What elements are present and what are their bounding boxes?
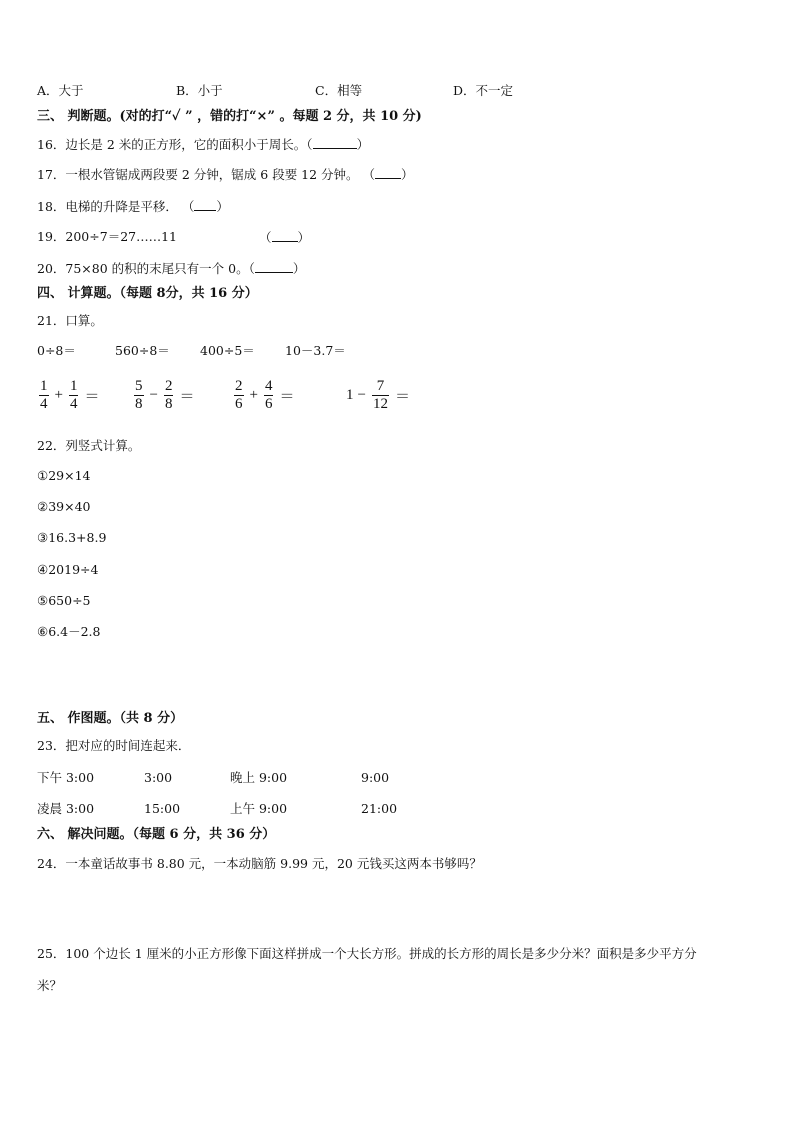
fraction: $\frac{4}{6}$ bbox=[264, 378, 273, 412]
paren-close: ） bbox=[216, 199, 229, 214]
answer-blank-17[interactable] bbox=[375, 166, 401, 179]
fraction-expr-4 bbox=[346, 378, 414, 413]
answer-blank-20[interactable] bbox=[255, 260, 293, 273]
question-25-line1: 25．100 个边长 1 厘米的小正方形像下面这样拼成一个大长方形。拼成的长方形的周长是多少分米？面积是多少平方分 bbox=[37, 946, 697, 961]
paren-close: ） bbox=[292, 261, 306, 276]
time-row2-item4[interactable]: 21:00 bbox=[361, 801, 398, 816]
equals: ＝ bbox=[84, 389, 100, 405]
choice-a: A．大于 bbox=[37, 83, 84, 98]
fraction-expr-2 bbox=[132, 378, 198, 413]
answer-blank-16[interactable] bbox=[313, 136, 357, 149]
equals: ＝ bbox=[179, 389, 195, 405]
vertical-calc-5: ⑤650÷5 bbox=[37, 593, 91, 608]
vertical-calc-1: ①29×14 bbox=[37, 468, 91, 483]
equals: ＝ bbox=[279, 389, 295, 405]
fraction-expr-3 bbox=[232, 378, 298, 413]
question-23: 23．把对应的时间连起来． bbox=[37, 738, 191, 753]
choice-b: B．小于 bbox=[176, 83, 223, 98]
oral-calc-1: 0÷8＝ bbox=[37, 343, 76, 358]
oral-calc-4: 10－3.7＝ bbox=[285, 343, 346, 358]
question-18-text: 18．电梯的升降是平移． （ bbox=[37, 199, 195, 214]
question-21: 21．口算。 bbox=[37, 313, 103, 328]
time-row1-item2[interactable]: 3:00 bbox=[144, 770, 173, 785]
section5-title: 五、 作图题。（共 8 分） bbox=[37, 711, 184, 726]
operator: + bbox=[249, 387, 258, 403]
fraction-expr-1 bbox=[37, 378, 103, 413]
operator: + bbox=[54, 387, 63, 403]
question-17-text: 17．一根水管锯成两段要 2 分钟，锯成 6 段要 12 分钟。 （ bbox=[37, 167, 376, 182]
question-20 bbox=[37, 260, 305, 277]
question-25-line2: 米？ bbox=[37, 978, 63, 993]
fraction: 2 6 bbox=[235, 378, 243, 412]
vertical-calc-4: ④2019÷4 bbox=[37, 562, 99, 577]
operator: − bbox=[149, 387, 158, 403]
question-16-text: 16．边长是 2 米的正方形，它的面积小于周长。（ bbox=[37, 137, 313, 152]
oral-calc-3: 400÷5＝ bbox=[200, 343, 255, 358]
fraction: 5 8 bbox=[135, 378, 143, 412]
equals: ＝ bbox=[394, 389, 410, 405]
question-17 bbox=[37, 166, 414, 183]
question-19-text: 19．200÷7＝27……11 bbox=[37, 229, 178, 244]
section4-title: 四、 计算题。（每题 8分，共 16 分） bbox=[37, 286, 258, 301]
choice-d: D．不一定 bbox=[453, 83, 514, 98]
time-row2-item3[interactable]: 上午 9:00 bbox=[230, 801, 288, 816]
vertical-calc-2: ②39×40 bbox=[37, 499, 91, 514]
choice-c: C．相等 bbox=[315, 83, 363, 98]
answer-blank-19[interactable] bbox=[272, 229, 298, 242]
fraction: $\frac{1}{4}$ bbox=[69, 378, 78, 412]
time-row1-item3[interactable]: 晚上 9:00 bbox=[230, 770, 288, 785]
fraction: 1 4 bbox=[40, 378, 48, 412]
fraction: $\frac{2}{8}$ bbox=[164, 378, 173, 412]
question-18 bbox=[37, 198, 229, 215]
paren-close: ） bbox=[356, 137, 370, 152]
question-20-text: 20．75×80 的积的末尾只有一个 0。（ bbox=[37, 261, 255, 276]
question-24: 24．一本童话故事书 8.80 元，一本动脑筋 9.99 元，20 元钱买这两本书够吗？ bbox=[37, 856, 482, 871]
answer-blank-18[interactable] bbox=[194, 198, 216, 211]
time-row2-item1[interactable]: 凌晨 3:00 bbox=[37, 801, 95, 816]
paren-close: ） bbox=[401, 167, 414, 182]
section6-title: 六、 解决问题。（每题 6 分，共 36 分） bbox=[37, 827, 276, 842]
operator: − bbox=[357, 387, 366, 403]
vertical-calc-6: ⑥6.4－2.8 bbox=[37, 624, 101, 639]
section3-title: 三、 判断题。(对的打“✓ ” ，错的打“×” 。每题 2 分，共 10 分) bbox=[37, 109, 422, 124]
paren-close: ） bbox=[297, 230, 311, 245]
question-19-answer bbox=[259, 229, 310, 246]
paren-open: （ bbox=[259, 230, 272, 245]
whole-number: 1 bbox=[346, 387, 354, 403]
oral-calc-2: 560÷8＝ bbox=[115, 343, 170, 358]
time-row1-item4[interactable]: 9:00 bbox=[361, 770, 390, 785]
question-22: 22．列竖式计算。 bbox=[37, 438, 141, 453]
question-16 bbox=[37, 136, 369, 153]
time-row1-item1[interactable]: 下午 3:00 bbox=[37, 770, 95, 785]
time-row2-item2[interactable]: 15:00 bbox=[144, 801, 181, 816]
vertical-calc-3: ③16.3+8.9 bbox=[37, 530, 107, 545]
fraction: $\frac{7}{12}$ bbox=[372, 378, 388, 412]
